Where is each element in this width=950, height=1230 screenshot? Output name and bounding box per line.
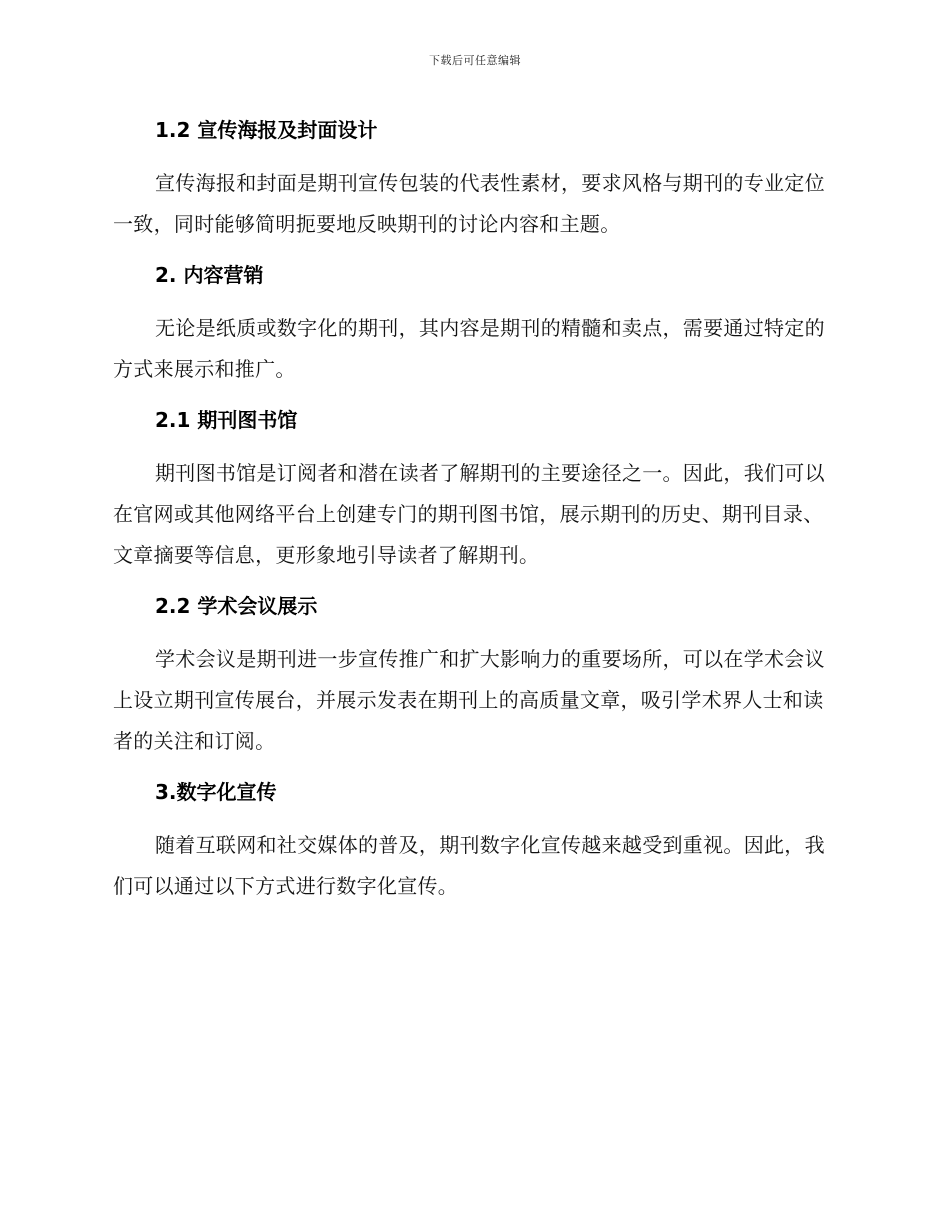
document-body — [113, 112, 831, 907]
section-paragraph-2-1: 期刊图书馆是订阅者和潜在读者了解期刊的主要途径之一。因此，我们可以在官网或其他网络平台上创建专门的期刊图书馆，展示期刊的历史、期刊目录、文章摘要等信息，更形象地引导读者了解期刊。 — [113, 461, 825, 567]
section-heading-2-1: 2.1 期刊图书馆 — [155, 408, 298, 432]
section-heading-2: 2. 内容营销 — [155, 263, 264, 287]
section-paragraph-2: 无论是纸质或数字化的期刊，其内容是期刊的精髓和卖点，需要通过特定的方式来展示和推广。 — [113, 316, 825, 381]
page-header: 下载后可任意编辑 — [429, 54, 521, 67]
section-paragraph-1-2: 宣传海报和封面是期刊宣传包装的代表性素材，要求风格与期刊的专业定位一致，同时能够简明扼要地反映期刊的讨论内容和主题。 — [113, 171, 825, 236]
section-heading-2-2: 2.2 学术会议展示 — [155, 594, 318, 618]
section-paragraph-2-2: 学术会议是期刊进一步宣传推广和扩大影响力的重要场所，可以在学术会议上设立期刊宣传展台，并展示发表在期刊上的高质量文章，吸引学术界人士和读者的关注和订阅。 — [113, 647, 825, 753]
section-paragraph-3: 随着互联网和社交媒体的普及，期刊数字化宣传越来越受到重视。因此，我们可以通过以下方式进行数字化宣传。 — [113, 833, 825, 898]
section-heading-3: 3.数字化宣传 — [155, 780, 277, 804]
section-heading-1-2: 1.2 宣传海报及封面设计 — [155, 118, 378, 142]
